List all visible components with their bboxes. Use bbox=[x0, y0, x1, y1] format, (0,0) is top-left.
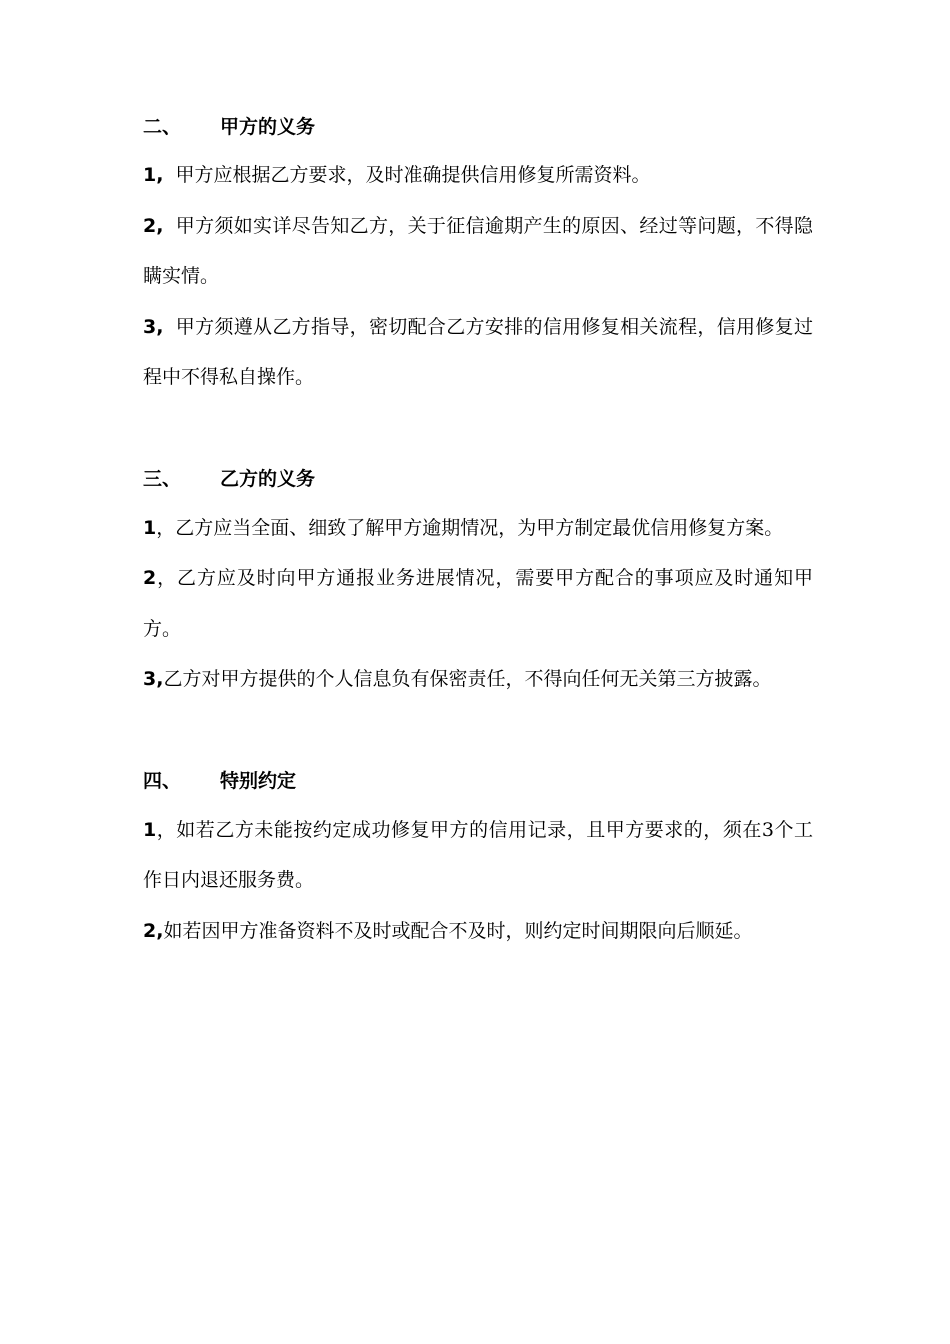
clause-number: 3, bbox=[143, 668, 164, 690]
clause bbox=[143, 503, 813, 554]
clause-number: 2, bbox=[143, 919, 164, 942]
clause-number: 2, bbox=[143, 214, 164, 237]
section-title: 特别约定 bbox=[220, 770, 297, 792]
clause-number: 3, bbox=[143, 315, 164, 338]
clause-number: 2 bbox=[143, 567, 157, 589]
clause bbox=[143, 553, 813, 654]
section-number: 三、 bbox=[143, 468, 182, 490]
clause-text: ，如若乙方未能按约定成功修复甲方的信用记录，且甲方要求的，须在3个工作日内退还服务费。 bbox=[143, 818, 813, 891]
section-title: 甲方的义务 bbox=[220, 115, 316, 138]
clause bbox=[143, 805, 813, 906]
clause bbox=[143, 150, 813, 201]
section-heading bbox=[143, 755, 813, 805]
clause-text: ，乙方应当全面、细致了解甲方逾期情况，为甲方制定最优信用修复方案。 bbox=[156, 516, 784, 539]
clause-text: 甲方须遵从乙方指导，密切配合乙方安排的信用修复相关流程，信用修复过程中不得私自操作。 bbox=[143, 315, 813, 388]
section-party-b-obligations bbox=[143, 453, 813, 705]
clause-number: 1 bbox=[143, 818, 157, 841]
section-special-agreement bbox=[143, 755, 813, 957]
clause-text: 甲方须如实详尽告知乙方，关于征信逾期产生的原因、经过等问题，不得隐瞒实情。 bbox=[143, 214, 813, 287]
clause-number: 1 bbox=[143, 516, 157, 539]
clause-number: 1, bbox=[143, 164, 164, 186]
clause-text: 如若因甲方准备资料不及时或配合不及时，则约定时间期限向后顺延。 bbox=[163, 919, 753, 942]
section-number: 四、 bbox=[143, 770, 182, 792]
section-heading bbox=[143, 100, 813, 150]
clause-text: 甲方应根据乙方要求，及时准确提供信用修复所需资料。 bbox=[175, 164, 651, 186]
clause bbox=[143, 201, 813, 302]
clause bbox=[143, 654, 813, 705]
clause bbox=[143, 906, 813, 957]
section-heading bbox=[143, 453, 813, 503]
section-number: 二、 bbox=[143, 115, 182, 138]
section-party-a-obligations bbox=[143, 100, 813, 403]
clause bbox=[143, 302, 813, 403]
clause-text: 乙方对甲方提供的个人信息负有保密责任，不得向任何无关第三方披露。 bbox=[163, 668, 772, 690]
document-body bbox=[143, 100, 813, 1006]
section-title: 乙方的义务 bbox=[220, 468, 316, 490]
clause-text: ，乙方应及时向甲方通报业务进展情况，需要甲方配合的事项应及时通知甲方。 bbox=[143, 567, 813, 640]
